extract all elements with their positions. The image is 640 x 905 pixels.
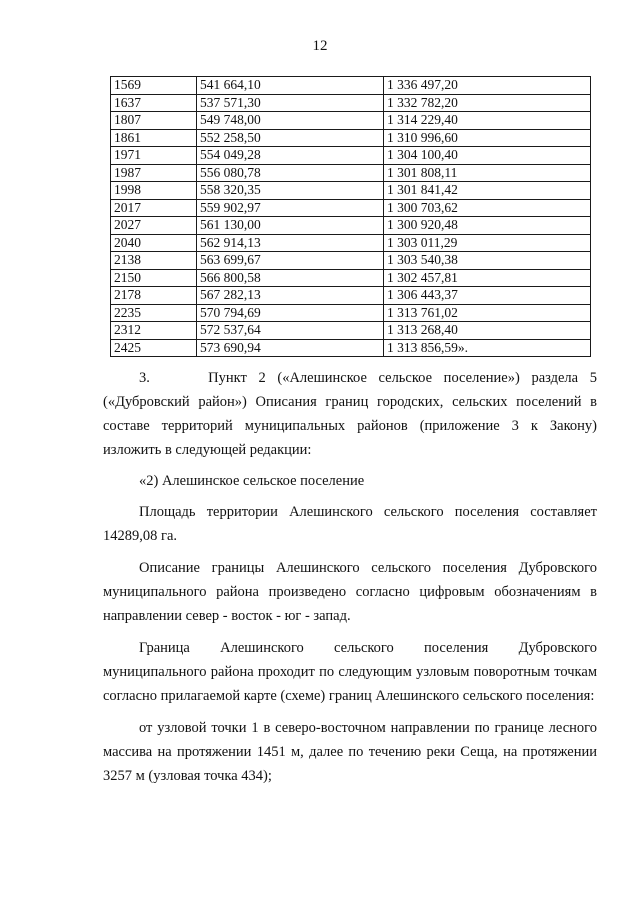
y-coordinate-cell: 1 300 920,48 xyxy=(384,217,591,235)
x-coordinate-cell: 561 130,00 xyxy=(197,217,384,235)
x-coordinate-cell: 541 664,10 xyxy=(197,77,384,95)
y-coordinate-cell: 1 336 497,20 xyxy=(384,77,591,95)
x-coordinate-cell: 566 800,58 xyxy=(197,269,384,287)
paragraph-area: Площадь территории Алешинского сельского поселения составляет 14289,08 га. xyxy=(103,504,597,544)
table-row xyxy=(111,77,591,95)
paragraph-amendment: 3. Пункт 2 («Алешинское сельское поселение») раздела 5 («Дубровский район») Описания границ городских, сельских поселений в составе территорий муниципальных районов (приложение 3 к Закону) изложить в следующей редакции: xyxy=(103,370,597,458)
table-row xyxy=(111,147,591,165)
paragraph-route: от узловой точки 1 в северо-восточном направлении по границе лесного массива на протяжении 1451 м, далее по течению реки Сеща, на протяжении 3257 м (узловая точка 434); xyxy=(103,720,597,784)
table-row xyxy=(111,339,591,357)
table-row xyxy=(111,182,591,200)
table-row xyxy=(111,304,591,322)
y-coordinate-cell: 1 310 996,60 xyxy=(384,129,591,147)
x-coordinate-cell: 556 080,78 xyxy=(197,164,384,182)
table-row xyxy=(111,252,591,270)
point-number-cell: 1569 xyxy=(111,77,197,95)
point-number-cell: 1987 xyxy=(111,164,197,182)
table-row xyxy=(111,217,591,235)
y-coordinate-cell: 1 301 808,11 xyxy=(384,164,591,182)
x-coordinate-cell: 570 794,69 xyxy=(197,304,384,322)
x-coordinate-cell: 549 748,00 xyxy=(197,112,384,130)
document-body xyxy=(103,366,597,788)
coordinates-table xyxy=(110,76,591,357)
table-row xyxy=(111,129,591,147)
paragraph-boundary: Граница Алешинского сельского поселения Дубровского муниципального района проходит по следующим узловым поворотным точкам согласно прилагаемой карте (схеме) границ Алешинского сельского поселения: xyxy=(103,640,597,704)
y-coordinate-cell: 1 306 443,37 xyxy=(384,287,591,305)
x-coordinate-cell: 567 282,13 xyxy=(197,287,384,305)
point-number-cell: 2150 xyxy=(111,269,197,287)
y-coordinate-cell: 1 313 856,59». xyxy=(384,339,591,357)
table-row xyxy=(111,112,591,130)
point-number-cell: 1998 xyxy=(111,182,197,200)
table-row xyxy=(111,287,591,305)
point-number-cell: 2312 xyxy=(111,322,197,340)
page-number: 12 xyxy=(312,38,328,54)
point-number-cell: 2235 xyxy=(111,304,197,322)
y-coordinate-cell: 1 314 229,40 xyxy=(384,112,591,130)
paragraph-heading: «2) Алешинское сельское поселение xyxy=(139,473,365,489)
table-row xyxy=(111,94,591,112)
table-row xyxy=(111,164,591,182)
y-coordinate-cell: 1 332 782,20 xyxy=(384,94,591,112)
point-number-cell: 2178 xyxy=(111,287,197,305)
table-row xyxy=(111,199,591,217)
x-coordinate-cell: 573 690,94 xyxy=(197,339,384,357)
coordinates-table-body xyxy=(111,77,591,357)
paragraph-description: Описание границы Алешинского сельского поселения Дубровского муниципального района произведено согласно цифровым обозначениям в направлении север - восток - юг - запад. xyxy=(103,560,597,624)
x-coordinate-cell: 552 258,50 xyxy=(197,129,384,147)
point-number-cell: 1637 xyxy=(111,94,197,112)
y-coordinate-cell: 1 300 703,62 xyxy=(384,199,591,217)
point-number-cell: 2425 xyxy=(111,339,197,357)
table-row xyxy=(111,322,591,340)
x-coordinate-cell: 563 699,67 xyxy=(197,252,384,270)
x-coordinate-cell: 572 537,64 xyxy=(197,322,384,340)
point-number-cell: 2040 xyxy=(111,234,197,252)
x-coordinate-cell: 559 902,97 xyxy=(197,199,384,217)
point-number-cell: 2138 xyxy=(111,252,197,270)
x-coordinate-cell: 554 049,28 xyxy=(197,147,384,165)
y-coordinate-cell: 1 303 540,38 xyxy=(384,252,591,270)
y-coordinate-cell: 1 302 457,81 xyxy=(384,269,591,287)
y-coordinate-cell: 1 313 268,40 xyxy=(384,322,591,340)
x-coordinate-cell: 558 320,35 xyxy=(197,182,384,200)
point-number-cell: 2017 xyxy=(111,199,197,217)
table-row xyxy=(111,234,591,252)
y-coordinate-cell: 1 304 100,40 xyxy=(384,147,591,165)
point-number-cell: 1807 xyxy=(111,112,197,130)
y-coordinate-cell: 1 313 761,02 xyxy=(384,304,591,322)
x-coordinate-cell: 562 914,13 xyxy=(197,234,384,252)
table-row xyxy=(111,269,591,287)
x-coordinate-cell: 537 571,30 xyxy=(197,94,384,112)
point-number-cell: 2027 xyxy=(111,217,197,235)
y-coordinate-cell: 1 301 841,42 xyxy=(384,182,591,200)
point-number-cell: 1971 xyxy=(111,147,197,165)
y-coordinate-cell: 1 303 011,29 xyxy=(384,234,591,252)
point-number-cell: 1861 xyxy=(111,129,197,147)
